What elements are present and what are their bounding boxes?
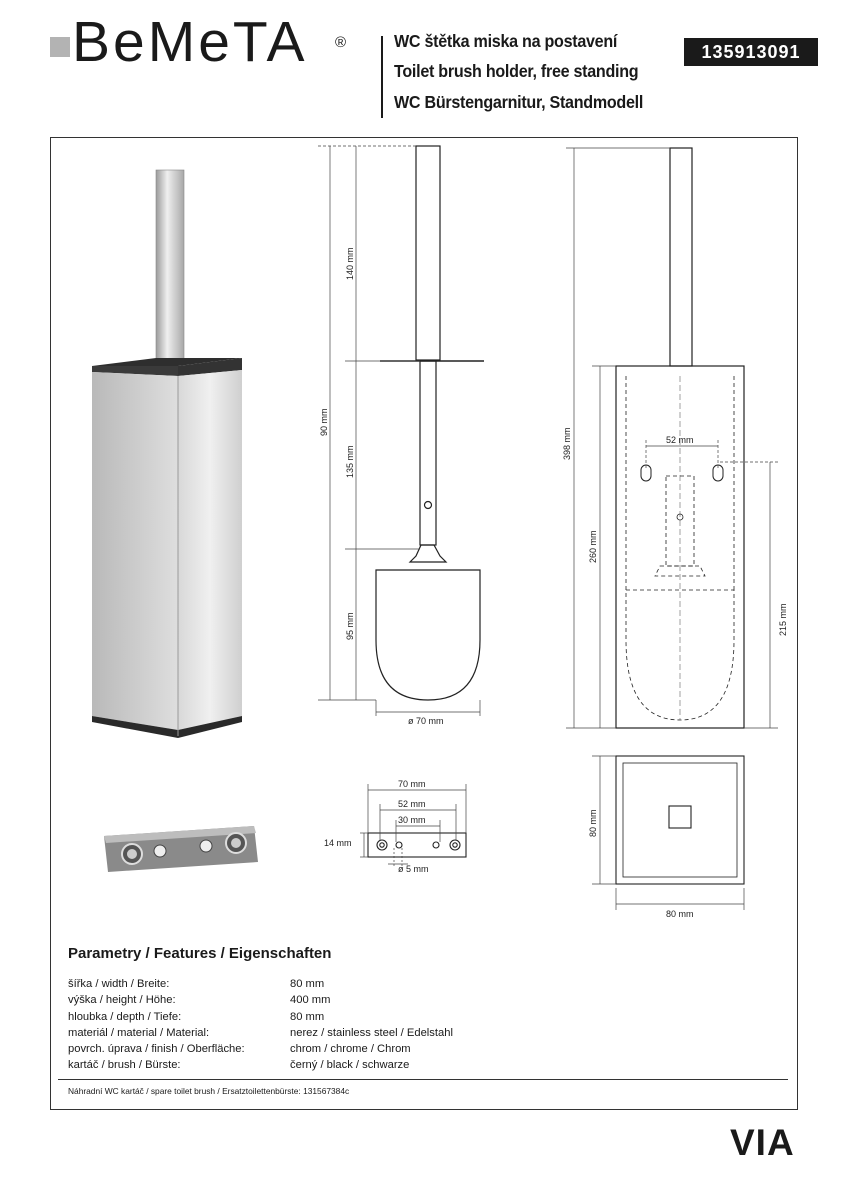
feature-value: 400 mm bbox=[290, 994, 331, 1007]
product-photo bbox=[92, 170, 242, 738]
feature-row bbox=[68, 1009, 331, 1025]
dim-head-diameter: ø 70 mm bbox=[408, 716, 444, 726]
dim-base-depth: 80 mm bbox=[588, 809, 598, 837]
dim-bracket-hole-spacing: 52 mm bbox=[398, 799, 426, 809]
registered-mark: ® bbox=[335, 34, 347, 51]
features-section bbox=[68, 945, 453, 1074]
dim-bracket-width: 70 mm bbox=[398, 779, 426, 789]
spare-divider bbox=[58, 1079, 788, 1080]
feature-label: kartáč / brush / Bürste: bbox=[68, 1059, 181, 1072]
bracket-dimensions bbox=[360, 784, 466, 866]
title-cz: WC štětka miska na postavení bbox=[394, 31, 618, 51]
feature-value: 80 mm bbox=[290, 978, 325, 990]
feature-row bbox=[68, 992, 331, 1008]
features-table bbox=[68, 976, 453, 1074]
product-code-badge: 135913091 bbox=[684, 38, 818, 66]
bracket-drawing bbox=[368, 833, 466, 857]
dim-base-width: 80 mm bbox=[666, 909, 694, 919]
dim-handle-length: 140 mm bbox=[345, 247, 355, 280]
dim-bracket-height: 14 mm bbox=[324, 838, 352, 848]
feature-row bbox=[68, 976, 331, 992]
features-title: Parametry / Features / Eigenschaften bbox=[68, 945, 332, 962]
feature-label: výška / height / Höhe: bbox=[68, 994, 176, 1007]
base-top-drawing bbox=[616, 756, 744, 884]
spare-brush-note: Náhradní WC kartáč / spare toilet brush / Ersatztoilettenbürste: 131567384c bbox=[68, 1086, 350, 1096]
dim-bracket-inner-spacing: 30 mm bbox=[398, 815, 426, 825]
feature-row bbox=[68, 1025, 453, 1041]
dim-hole-spacing-top: 52 mm bbox=[666, 435, 694, 445]
dim-head-height: 95 mm bbox=[345, 612, 355, 640]
feature-value: 80 mm bbox=[290, 1010, 325, 1023]
feature-row bbox=[68, 1041, 411, 1057]
base-dimensions bbox=[592, 756, 744, 910]
dim-handle-total: 90 mm bbox=[319, 408, 329, 436]
dim-inner-height: 260 mm bbox=[588, 530, 598, 563]
feature-label: povrch. úprava / finish / Oberfläche: bbox=[68, 1043, 245, 1056]
dim-bowl-height: 215 mm bbox=[778, 603, 788, 636]
dim-total-height: 398 mm bbox=[562, 427, 572, 460]
brush-dimensions bbox=[318, 146, 480, 716]
bracket-photo bbox=[104, 826, 258, 872]
feature-value: nerez / stainless steel / Edelstahl bbox=[290, 1026, 453, 1039]
feature-label: hloubka / depth / Tiefe: bbox=[68, 1010, 182, 1023]
dim-bracket-hole-diameter: ø 5 mm bbox=[398, 864, 429, 874]
title-en: Toilet brush holder, free standing bbox=[394, 61, 639, 81]
dim-rod-length: 135 mm bbox=[345, 445, 355, 478]
feature-row bbox=[68, 1057, 410, 1073]
feature-label: šířka / width / Breite: bbox=[68, 978, 170, 990]
brand-logo: BeMeTA bbox=[72, 10, 308, 74]
title-de: WC Bürstengarnitur, Standmodell bbox=[394, 92, 644, 112]
feature-label: materiál / material / Material: bbox=[68, 1026, 210, 1039]
series-name: VIA bbox=[730, 1122, 795, 1163]
feature-value: černý / black / schwarze bbox=[290, 1059, 410, 1072]
brush-drawing bbox=[376, 146, 484, 700]
feature-value: chrom / chrome / Chrom bbox=[290, 1043, 411, 1056]
